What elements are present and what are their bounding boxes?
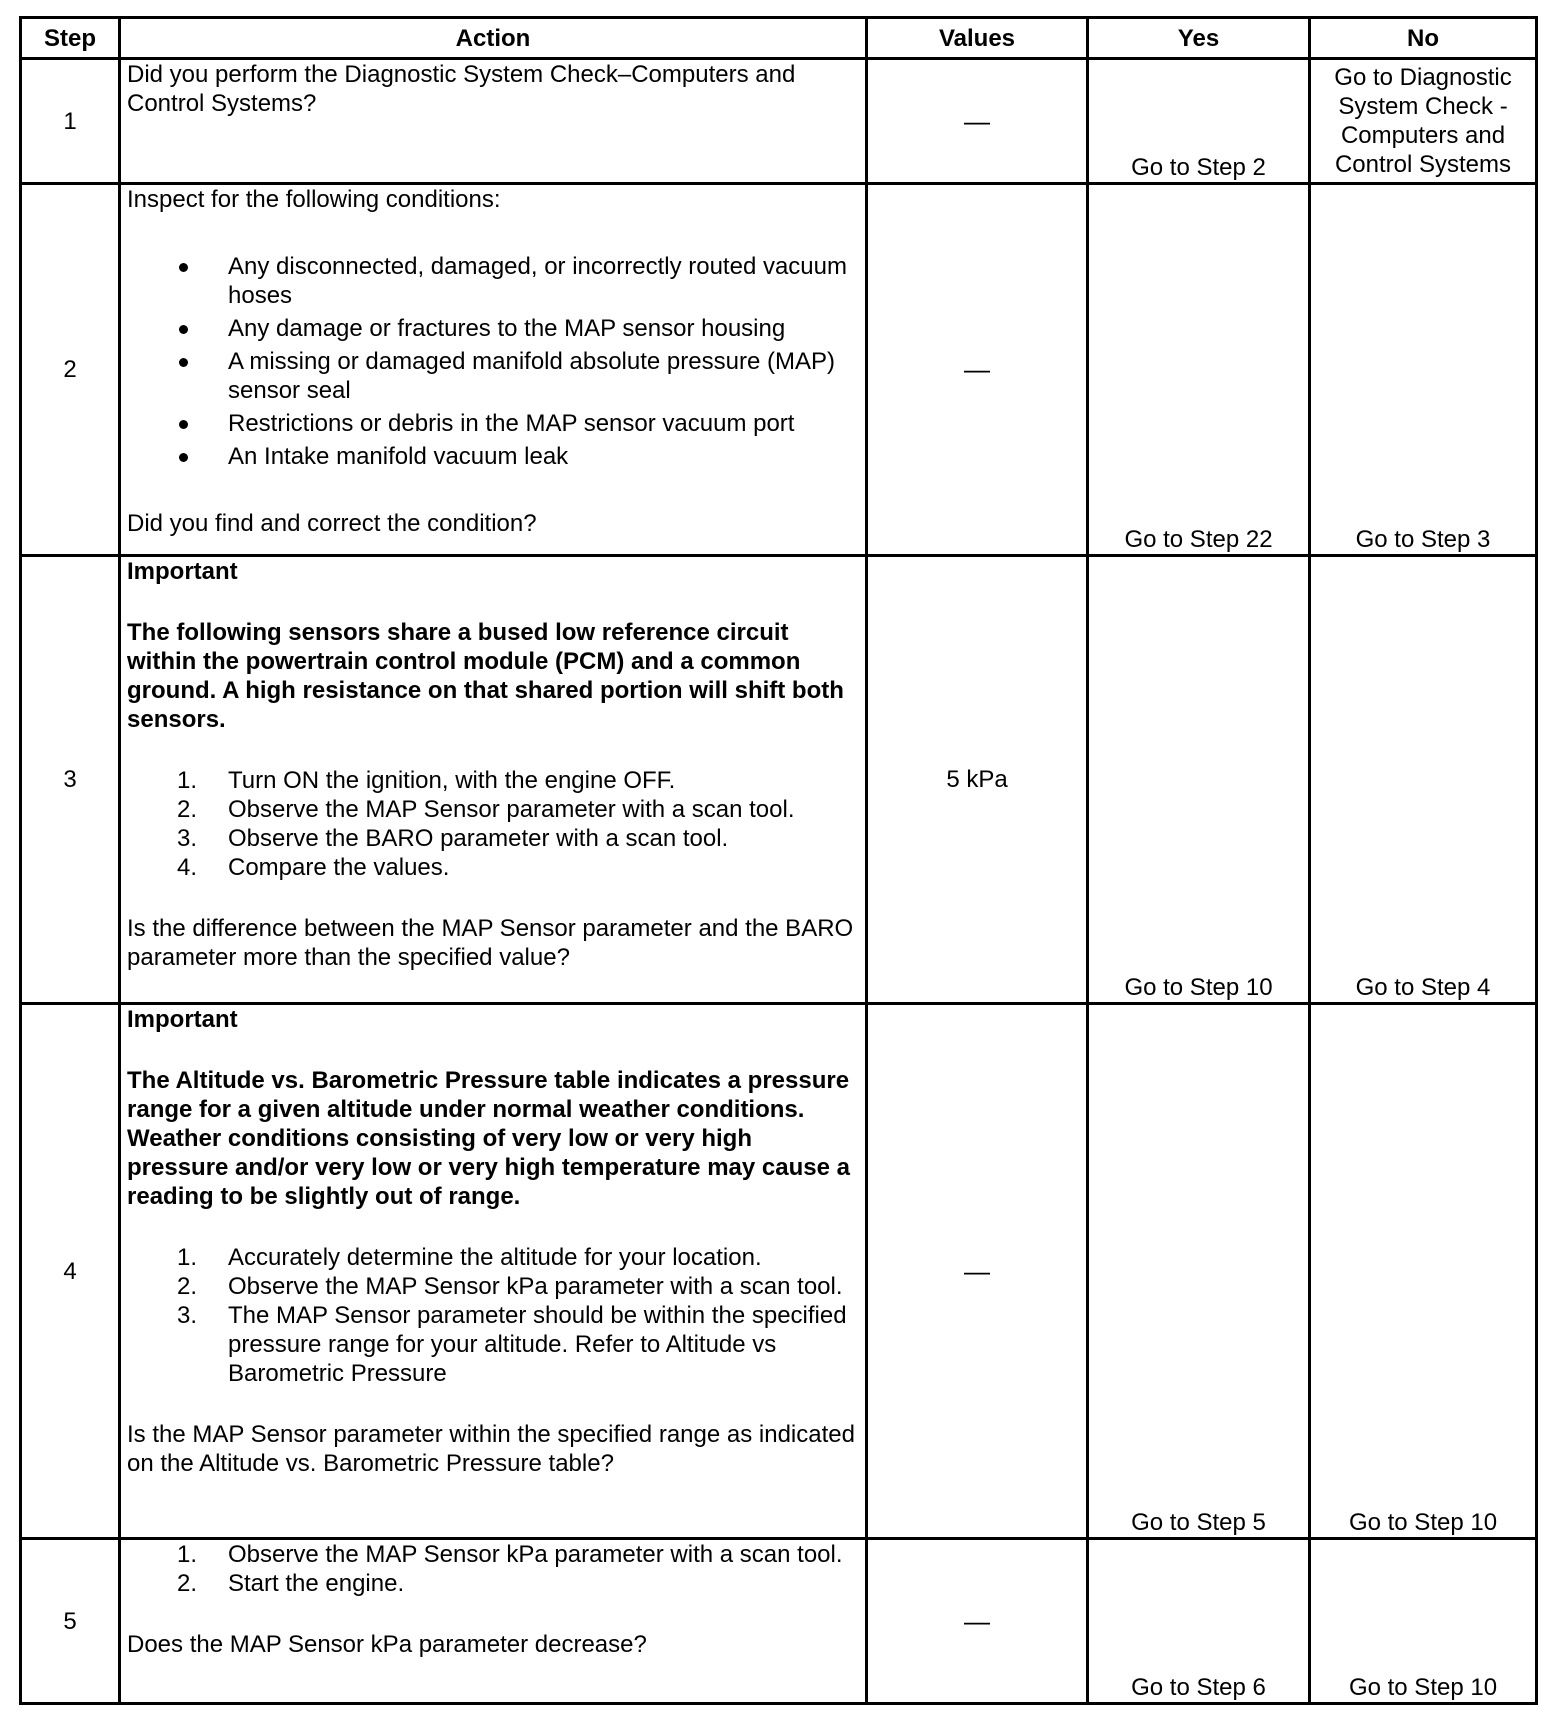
list-number: 1. [177,1541,198,1568]
header-no: No [1310,18,1537,59]
header-action: Action [120,18,867,59]
question-text: Is the MAP Sensor parameter within the specified range as indicated on the Altitude vs. Barometric Pressure table? [127,1421,855,1477]
question-text: Does the MAP Sensor kPa parameter decrease? [127,1631,647,1658]
table-row [21,1004,1537,1539]
list-number: 1. [177,767,198,794]
list-number: 3. [177,1302,198,1329]
list-text: Observe the MAP Sensor kPa parameter with a scan tool. [228,1541,843,1568]
list-item [127,795,859,824]
no-cell: Go to Step 10 [1310,1004,1537,1539]
no-cell: Go to Step 3 [1310,184,1537,556]
intro-text: Inspect for the following conditions: [127,186,501,213]
list-item: Any damage or fractures to the MAP sensor housing [127,314,859,343]
yes-cell: Go to Step 2 [1088,59,1310,184]
yes-cell: Go to Step 10 [1088,556,1310,1004]
condition-list [127,252,859,471]
value-cell: 5 kPa [867,556,1088,1004]
list-item [127,824,859,853]
question-text: Is the difference between the MAP Sensor parameter and the BARO parameter more than the specified value? [127,915,854,971]
list-text: Start the engine. [228,1570,405,1597]
procedure-list [127,766,859,882]
table-row [21,556,1537,1004]
action-cell [120,556,867,1004]
value-cell: — [867,59,1088,184]
list-text: Compare the values. [228,854,450,881]
list-text: Observe the MAP Sensor kPa parameter with a scan tool. [228,1273,843,1300]
question-text: Did you perform the Diagnostic System Check–Computers and Control Systems? [127,61,796,117]
action-cell [120,1004,867,1539]
no-cell: Go to Step 10 [1310,1539,1537,1704]
list-item [127,1301,859,1388]
important-label: Important [127,558,238,585]
value-cell: — [867,1004,1088,1539]
action-cell [120,184,867,556]
list-text: Turn ON the ignition, with the engine OFF. [228,767,676,794]
procedure-list [127,1540,859,1598]
list-item [127,1272,859,1301]
value-cell: — [867,1539,1088,1704]
header-row [21,18,1537,59]
step-number: 3 [21,556,120,1004]
value-cell: — [867,184,1088,556]
step-number: 5 [21,1539,120,1704]
list-item [127,1569,859,1598]
list-text: Observe the MAP Sensor parameter with a scan tool. [228,796,795,823]
yes-cell: Go to Step 22 [1088,184,1310,556]
action-cell [120,1539,867,1704]
important-label: Important [127,1006,238,1033]
action-cell [120,59,867,184]
no-cell: Go to Step 4 [1310,556,1537,1004]
important-text: The following sensors share a bused low reference circuit within the powertrain control module (PCM) and a common ground. A high resistance on that shared portion will shift both sensors. [127,619,844,733]
yes-cell: Go to Step 6 [1088,1539,1310,1704]
list-item: Any disconnected, damaged, or incorrectly routed vacuum hoses [127,252,859,310]
list-item [127,1243,859,1272]
list-number: 1. [177,1244,198,1271]
diagnostic-table [19,16,1538,1705]
list-text: Accurately determine the altitude for your location. [228,1244,762,1271]
table-row [21,184,1537,556]
list-item: A missing or damaged manifold absolute pressure (MAP) sensor seal [127,347,859,405]
table-row [21,59,1537,184]
procedure-list [127,1243,859,1388]
list-item: Restrictions or debris in the MAP sensor vacuum port [127,409,859,438]
list-item [127,766,859,795]
header-step: Step [21,18,120,59]
list-number: 2. [177,796,198,823]
important-text: The Altitude vs. Barometric Pressure table indicates a pressure range for a given altitude under normal weather conditions. Weather conditions consisting of very low or very high pressure and/or very low or very high temperature may cause a reading to be slightly out of range. [127,1067,850,1210]
yes-cell: Go to Step 5 [1088,1004,1310,1539]
list-text: Observe the BARO parameter with a scan tool. [228,825,729,852]
list-number: 2. [177,1570,198,1597]
step-number: 1 [21,59,120,184]
list-text: The MAP Sensor parameter should be within the specified pressure range for your altitude. Refer to Altitude vs Barometric Pressure [228,1302,847,1387]
no-cell: Go to Diagnostic System Check - Computers and Control Systems [1310,59,1537,184]
list-item: An Intake manifold vacuum leak [127,442,859,471]
header-yes: Yes [1088,18,1310,59]
list-number: 4. [177,854,198,881]
header-values: Values [867,18,1088,59]
list-item [127,853,859,882]
list-number: 3. [177,825,198,852]
list-number: 2. [177,1273,198,1300]
step-number: 4 [21,1004,120,1539]
step-number: 2 [21,184,120,556]
question-text: Did you find and correct the condition? [127,510,537,537]
table-row [21,1539,1537,1704]
list-item [127,1540,859,1569]
